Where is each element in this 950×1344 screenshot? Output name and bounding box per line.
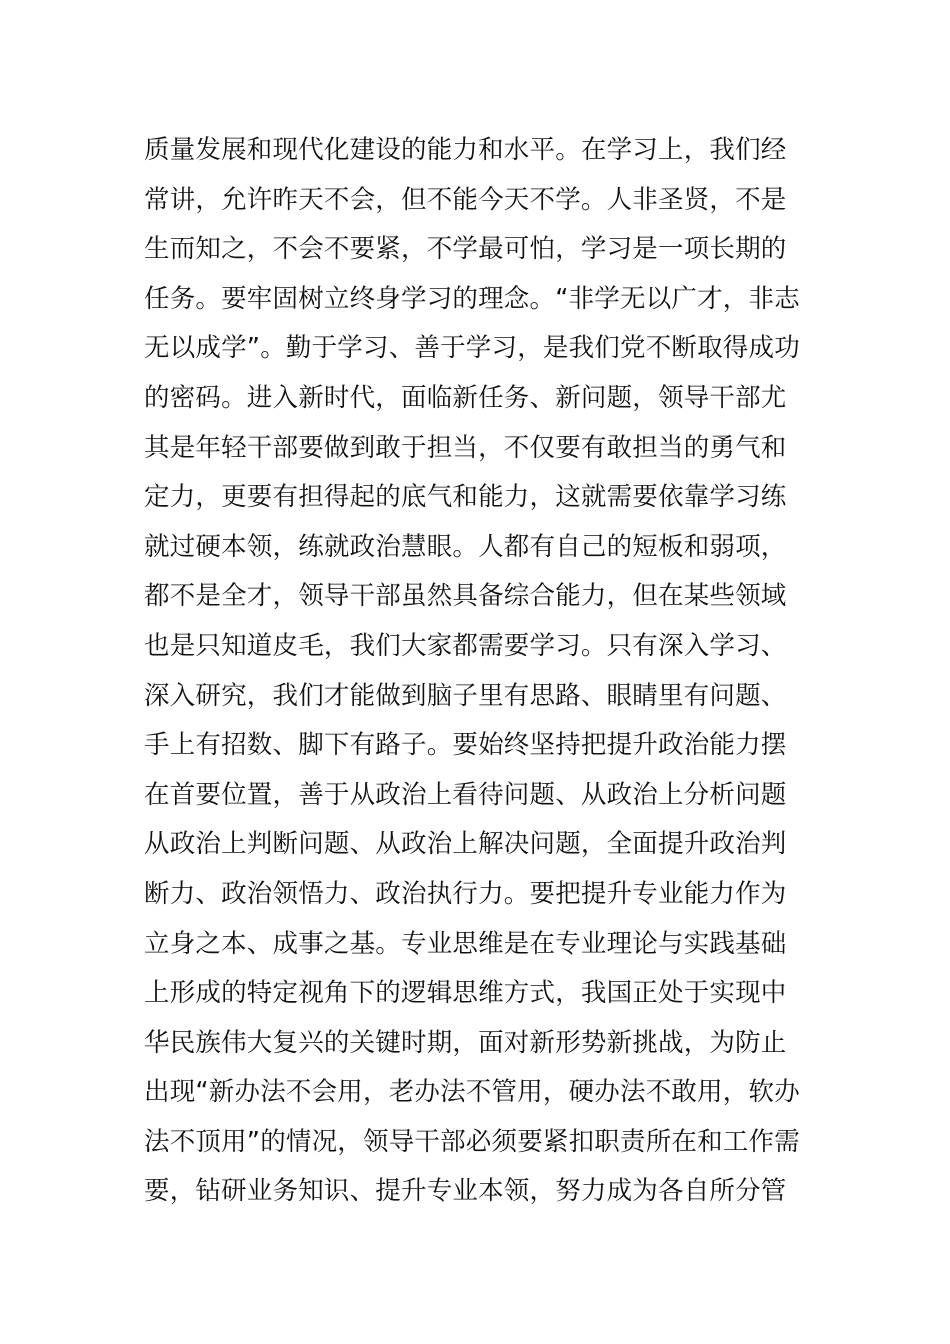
- text-line: 定力，更要有担得起的底气和能力，这就需要依靠学习练: [144, 482, 787, 513]
- text-line: 在首要位置，善于从政治上看待问题、从政治上分析问题: [144, 779, 787, 810]
- text-line: 也是只知道皮毛，我们大家都需要学习。只有深入学习、: [144, 630, 787, 661]
- text-line: 质量发展和现代化建设的能力和水平。在学习上，我们经: [144, 135, 787, 165]
- text-line: 断力、政治领悟力、政治执行力。要把提升专业能力作为: [144, 878, 787, 909]
- text-line: 其是年轻干部要做到敢于担当，不仅要有敢担当的勇气和: [144, 432, 787, 463]
- text-line: 任务。要牢固树立终身学习的理念。“非学无以广才，非志: [144, 283, 800, 314]
- text-line: 立身之本、成事之基。专业思维是在专业理论与实践基础: [144, 928, 787, 959]
- text-line: 要，钻研业务知识、提升专业本领，努力成为各自所分管: [144, 1176, 787, 1207]
- text-line: 法不顶用”的情况，领导干部必须要紧扣职责所在和工作需: [144, 1126, 800, 1157]
- text-line: 无以成学”。勤于学习、善于学习，是我们党不断取得成功: [144, 333, 800, 364]
- text-line: 从政治上判断问题、从政治上解决问题，全面提升政治判: [144, 829, 787, 860]
- text-line: 手上有招数、脚下有路子。要始终坚持把提升政治能力摆: [144, 730, 787, 761]
- text-line: 的密码。进入新时代，面临新任务、新问题，领导干部尤: [144, 382, 787, 413]
- text-line: 都不是全才，领导干部虽然具备综合能力，但在某些领域: [144, 581, 787, 612]
- text-line: 深入研究，我们才能做到脑子里有思路、眼睛里有问题、: [144, 680, 787, 711]
- body-text: [144, 126, 814, 1217]
- text-line: 常讲，允许昨天不会，但不能今天不学。人非圣贤，不是: [144, 184, 787, 215]
- text-line: 上形成的特定视角下的逻辑思维方式，我国正处于实现中: [144, 978, 787, 1009]
- text-line: 华民族伟大复兴的关键时期，面对新形势新挑战，为防止: [144, 1027, 787, 1058]
- text-line: 生而知之，不会不要紧，不学最可怕，学习是一项长期的: [144, 234, 787, 265]
- text-line: 就过硬本领，练就政治慧眼。人都有自己的短板和弱项，: [144, 531, 787, 562]
- text-line: 出现“新办法不会用，老办法不管用，硬办法不敢用，软办: [144, 1077, 800, 1108]
